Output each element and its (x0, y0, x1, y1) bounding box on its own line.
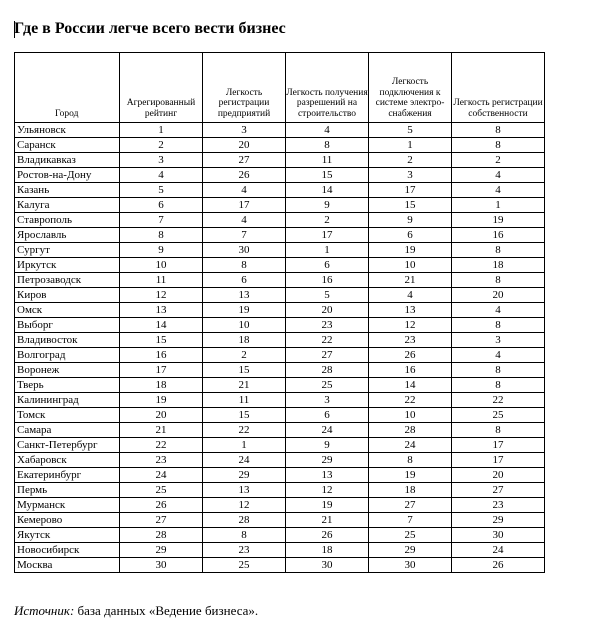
cell-construction-permits: 21 (286, 513, 369, 528)
cell-construction-permits: 12 (286, 483, 369, 498)
cell-aggregate-rating: 27 (120, 513, 203, 528)
cell-city: Пермь (15, 483, 120, 498)
cell-property-registration: 23 (452, 498, 545, 513)
cell-construction-permits: 2 (286, 213, 369, 228)
cell-property-registration: 8 (452, 378, 545, 393)
table-row (15, 123, 545, 138)
cell-construction-permits: 14 (286, 183, 369, 198)
cell-property-registration: 29 (452, 513, 545, 528)
cell-electricity-connection: 25 (369, 528, 452, 543)
cell-business-registration: 13 (203, 288, 286, 303)
cell-business-registration: 15 (203, 363, 286, 378)
cell-business-registration: 8 (203, 258, 286, 273)
cell-property-registration: 8 (452, 423, 545, 438)
cell-city: Волгоград (15, 348, 120, 363)
table-row (15, 213, 545, 228)
cell-property-registration: 22 (452, 393, 545, 408)
table-row (15, 393, 545, 408)
cell-property-registration: 20 (452, 288, 545, 303)
cell-city: Ярославль (15, 228, 120, 243)
cell-property-registration: 3 (452, 333, 545, 348)
cell-electricity-connection: 8 (369, 453, 452, 468)
cell-property-registration: 8 (452, 123, 545, 138)
cell-business-registration: 4 (203, 183, 286, 198)
table-row (15, 378, 545, 393)
cell-property-registration: 4 (452, 303, 545, 318)
cell-aggregate-rating: 14 (120, 318, 203, 333)
cell-electricity-connection: 6 (369, 228, 452, 243)
cell-electricity-connection: 12 (369, 318, 452, 333)
source-note (14, 603, 258, 619)
cell-construction-permits: 19 (286, 498, 369, 513)
cell-business-registration: 28 (203, 513, 286, 528)
table-row (15, 348, 545, 363)
cell-property-registration: 8 (452, 273, 545, 288)
cell-aggregate-rating: 20 (120, 408, 203, 423)
table-row (15, 483, 545, 498)
cell-construction-permits: 5 (286, 288, 369, 303)
cell-aggregate-rating: 23 (120, 453, 203, 468)
table-row (15, 258, 545, 273)
cell-electricity-connection: 30 (369, 558, 452, 573)
table-row (15, 528, 545, 543)
cell-construction-permits: 9 (286, 198, 369, 213)
table-row (15, 438, 545, 453)
cell-aggregate-rating: 19 (120, 393, 203, 408)
cell-electricity-connection: 22 (369, 393, 452, 408)
cell-city: Москва (15, 558, 120, 573)
cell-aggregate-rating: 12 (120, 288, 203, 303)
table-row (15, 228, 545, 243)
cell-construction-permits: 1 (286, 243, 369, 258)
cell-construction-permits: 13 (286, 468, 369, 483)
cell-city: Сургут (15, 243, 120, 258)
cell-business-registration: 10 (203, 318, 286, 333)
cell-construction-permits: 29 (286, 453, 369, 468)
cell-business-registration: 29 (203, 468, 286, 483)
cell-aggregate-rating: 15 (120, 333, 203, 348)
cell-city: Калининград (15, 393, 120, 408)
cell-electricity-connection: 19 (369, 243, 452, 258)
cell-electricity-connection: 3 (369, 168, 452, 183)
column-header-aggregate-rating: Агрегированный рейтинг (120, 53, 203, 123)
cell-city: Саранск (15, 138, 120, 153)
table-row (15, 303, 545, 318)
cell-city: Якутск (15, 528, 120, 543)
source-label: Источник: (14, 603, 75, 618)
cell-electricity-connection: 10 (369, 258, 452, 273)
cell-property-registration: 8 (452, 318, 545, 333)
cell-city: Иркутск (15, 258, 120, 273)
cell-electricity-connection: 18 (369, 483, 452, 498)
cell-electricity-connection: 5 (369, 123, 452, 138)
table-row (15, 183, 545, 198)
cell-electricity-connection: 2 (369, 153, 452, 168)
cell-city: Ульяновск (15, 123, 120, 138)
cell-construction-permits: 27 (286, 348, 369, 363)
cell-electricity-connection: 21 (369, 273, 452, 288)
cell-property-registration: 25 (452, 408, 545, 423)
table-row (15, 198, 545, 213)
cell-property-registration: 8 (452, 138, 545, 153)
cell-city: Кемерово (15, 513, 120, 528)
cell-business-registration: 1 (203, 438, 286, 453)
cell-electricity-connection: 27 (369, 498, 452, 513)
cell-electricity-connection: 1 (369, 138, 452, 153)
cell-electricity-connection: 17 (369, 183, 452, 198)
cell-electricity-connection: 10 (369, 408, 452, 423)
cell-electricity-connection: 15 (369, 198, 452, 213)
cell-electricity-connection: 9 (369, 213, 452, 228)
table-row (15, 153, 545, 168)
cell-city: Ставрополь (15, 213, 120, 228)
cell-business-registration: 30 (203, 243, 286, 258)
cell-property-registration: 20 (452, 468, 545, 483)
cell-business-registration: 27 (203, 153, 286, 168)
table-row (15, 558, 545, 573)
cell-construction-permits: 8 (286, 138, 369, 153)
cell-aggregate-rating: 6 (120, 198, 203, 213)
cell-construction-permits: 23 (286, 318, 369, 333)
cell-electricity-connection: 26 (369, 348, 452, 363)
ranking-table (14, 52, 545, 573)
cell-electricity-connection: 24 (369, 438, 452, 453)
cell-city: Мурманск (15, 498, 120, 513)
cell-business-registration: 4 (203, 213, 286, 228)
cell-property-registration: 26 (452, 558, 545, 573)
cell-property-registration: 18 (452, 258, 545, 273)
cell-business-registration: 26 (203, 168, 286, 183)
column-header-business-registration: Легкость регистрации предприятий (203, 53, 286, 123)
cell-business-registration: 3 (203, 123, 286, 138)
cell-business-registration: 20 (203, 138, 286, 153)
table-row (15, 513, 545, 528)
cell-business-registration: 25 (203, 558, 286, 573)
cell-city: Омск (15, 303, 120, 318)
cell-aggregate-rating: 28 (120, 528, 203, 543)
cell-construction-permits: 11 (286, 153, 369, 168)
cell-city: Новосибирск (15, 543, 120, 558)
cell-aggregate-rating: 13 (120, 303, 203, 318)
table-header-row (15, 53, 545, 123)
cell-electricity-connection: 13 (369, 303, 452, 318)
table-row (15, 318, 545, 333)
cell-city: Владивосток (15, 333, 120, 348)
cell-city: Калуга (15, 198, 120, 213)
cell-city: Петрозаводск (15, 273, 120, 288)
cell-construction-permits: 9 (286, 438, 369, 453)
cell-aggregate-rating: 26 (120, 498, 203, 513)
cell-construction-permits: 3 (286, 393, 369, 408)
cell-construction-permits: 30 (286, 558, 369, 573)
column-header-construction-permits: Легкость получения разрешений на строительство (286, 53, 369, 123)
cell-construction-permits: 6 (286, 408, 369, 423)
cell-city: Казань (15, 183, 120, 198)
table-row (15, 273, 545, 288)
cell-property-registration: 27 (452, 483, 545, 498)
cell-aggregate-rating: 30 (120, 558, 203, 573)
table-row (15, 363, 545, 378)
table-row (15, 168, 545, 183)
column-header-city: Город (15, 53, 120, 123)
cell-construction-permits: 28 (286, 363, 369, 378)
cell-construction-permits: 17 (286, 228, 369, 243)
cell-electricity-connection: 28 (369, 423, 452, 438)
cell-electricity-connection: 23 (369, 333, 452, 348)
cell-city: Хабаровск (15, 453, 120, 468)
cell-aggregate-rating: 3 (120, 153, 203, 168)
cell-electricity-connection: 16 (369, 363, 452, 378)
table-row (15, 468, 545, 483)
cell-property-registration: 8 (452, 363, 545, 378)
cell-aggregate-rating: 22 (120, 438, 203, 453)
table-row (15, 543, 545, 558)
table-row (15, 333, 545, 348)
cell-aggregate-rating: 29 (120, 543, 203, 558)
cell-property-registration: 30 (452, 528, 545, 543)
cell-business-registration: 23 (203, 543, 286, 558)
cell-aggregate-rating: 17 (120, 363, 203, 378)
cell-business-registration: 13 (203, 483, 286, 498)
table-body (15, 123, 545, 573)
cell-aggregate-rating: 24 (120, 468, 203, 483)
source-text: база данных «Ведение бизнеса». (74, 603, 259, 618)
cell-electricity-connection: 29 (369, 543, 452, 558)
cell-construction-permits: 25 (286, 378, 369, 393)
table-row (15, 288, 545, 303)
cell-aggregate-rating: 11 (120, 273, 203, 288)
cell-business-registration: 2 (203, 348, 286, 363)
cell-business-registration: 11 (203, 393, 286, 408)
cell-business-registration: 19 (203, 303, 286, 318)
cell-aggregate-rating: 8 (120, 228, 203, 243)
cell-aggregate-rating: 16 (120, 348, 203, 363)
cell-construction-permits: 16 (286, 273, 369, 288)
table-row (15, 453, 545, 468)
cell-aggregate-rating: 1 (120, 123, 203, 138)
cell-city: Ростов-на-Дону (15, 168, 120, 183)
cell-property-registration: 4 (452, 168, 545, 183)
page-title: Где в России легче всего вести бизнес (14, 20, 286, 37)
cell-construction-permits: 4 (286, 123, 369, 138)
cell-aggregate-rating: 10 (120, 258, 203, 273)
cell-property-registration: 4 (452, 183, 545, 198)
cell-business-registration: 15 (203, 408, 286, 423)
cell-city: Владикавказ (15, 153, 120, 168)
cell-property-registration: 4 (452, 348, 545, 363)
cell-aggregate-rating: 4 (120, 168, 203, 183)
cell-business-registration: 21 (203, 378, 286, 393)
cell-property-registration: 16 (452, 228, 545, 243)
cell-aggregate-rating: 25 (120, 483, 203, 498)
cell-electricity-connection: 4 (369, 288, 452, 303)
table-row (15, 138, 545, 153)
cell-construction-permits: 24 (286, 423, 369, 438)
cell-city: Тверь (15, 378, 120, 393)
cell-aggregate-rating: 5 (120, 183, 203, 198)
cell-property-registration: 17 (452, 438, 545, 453)
table-row (15, 243, 545, 258)
cell-business-registration: 22 (203, 423, 286, 438)
cell-city: Воронеж (15, 363, 120, 378)
cell-business-registration: 8 (203, 528, 286, 543)
cell-business-registration: 24 (203, 453, 286, 468)
cell-property-registration: 19 (452, 213, 545, 228)
cell-city: Екатеринбург (15, 468, 120, 483)
cell-city: Киров (15, 288, 120, 303)
cell-electricity-connection: 19 (369, 468, 452, 483)
cell-property-registration: 8 (452, 243, 545, 258)
column-header-electricity-connection: Легкость подключения к системе электро-снабжения (369, 53, 452, 123)
table-row (15, 423, 545, 438)
cell-construction-permits: 15 (286, 168, 369, 183)
cell-business-registration: 18 (203, 333, 286, 348)
cell-property-registration: 2 (452, 153, 545, 168)
cell-business-registration: 6 (203, 273, 286, 288)
cell-property-registration: 1 (452, 198, 545, 213)
table-row (15, 408, 545, 423)
cell-aggregate-rating: 7 (120, 213, 203, 228)
cell-city: Выборг (15, 318, 120, 333)
cell-business-registration: 7 (203, 228, 286, 243)
cell-aggregate-rating: 2 (120, 138, 203, 153)
cell-city: Самара (15, 423, 120, 438)
cell-business-registration: 17 (203, 198, 286, 213)
cell-aggregate-rating: 21 (120, 423, 203, 438)
table-row (15, 498, 545, 513)
cell-electricity-connection: 7 (369, 513, 452, 528)
cell-construction-permits: 6 (286, 258, 369, 273)
cell-city: Томск (15, 408, 120, 423)
cell-construction-permits: 20 (286, 303, 369, 318)
cell-city: Санкт-Петербург (15, 438, 120, 453)
column-header-property-registration: Легкость регистрации собственности (452, 53, 545, 123)
cell-construction-permits: 18 (286, 543, 369, 558)
cell-aggregate-rating: 9 (120, 243, 203, 258)
cell-electricity-connection: 14 (369, 378, 452, 393)
cell-construction-permits: 26 (286, 528, 369, 543)
cell-business-registration: 12 (203, 498, 286, 513)
cell-property-registration: 24 (452, 543, 545, 558)
cell-property-registration: 17 (452, 453, 545, 468)
cell-construction-permits: 22 (286, 333, 369, 348)
cell-aggregate-rating: 18 (120, 378, 203, 393)
